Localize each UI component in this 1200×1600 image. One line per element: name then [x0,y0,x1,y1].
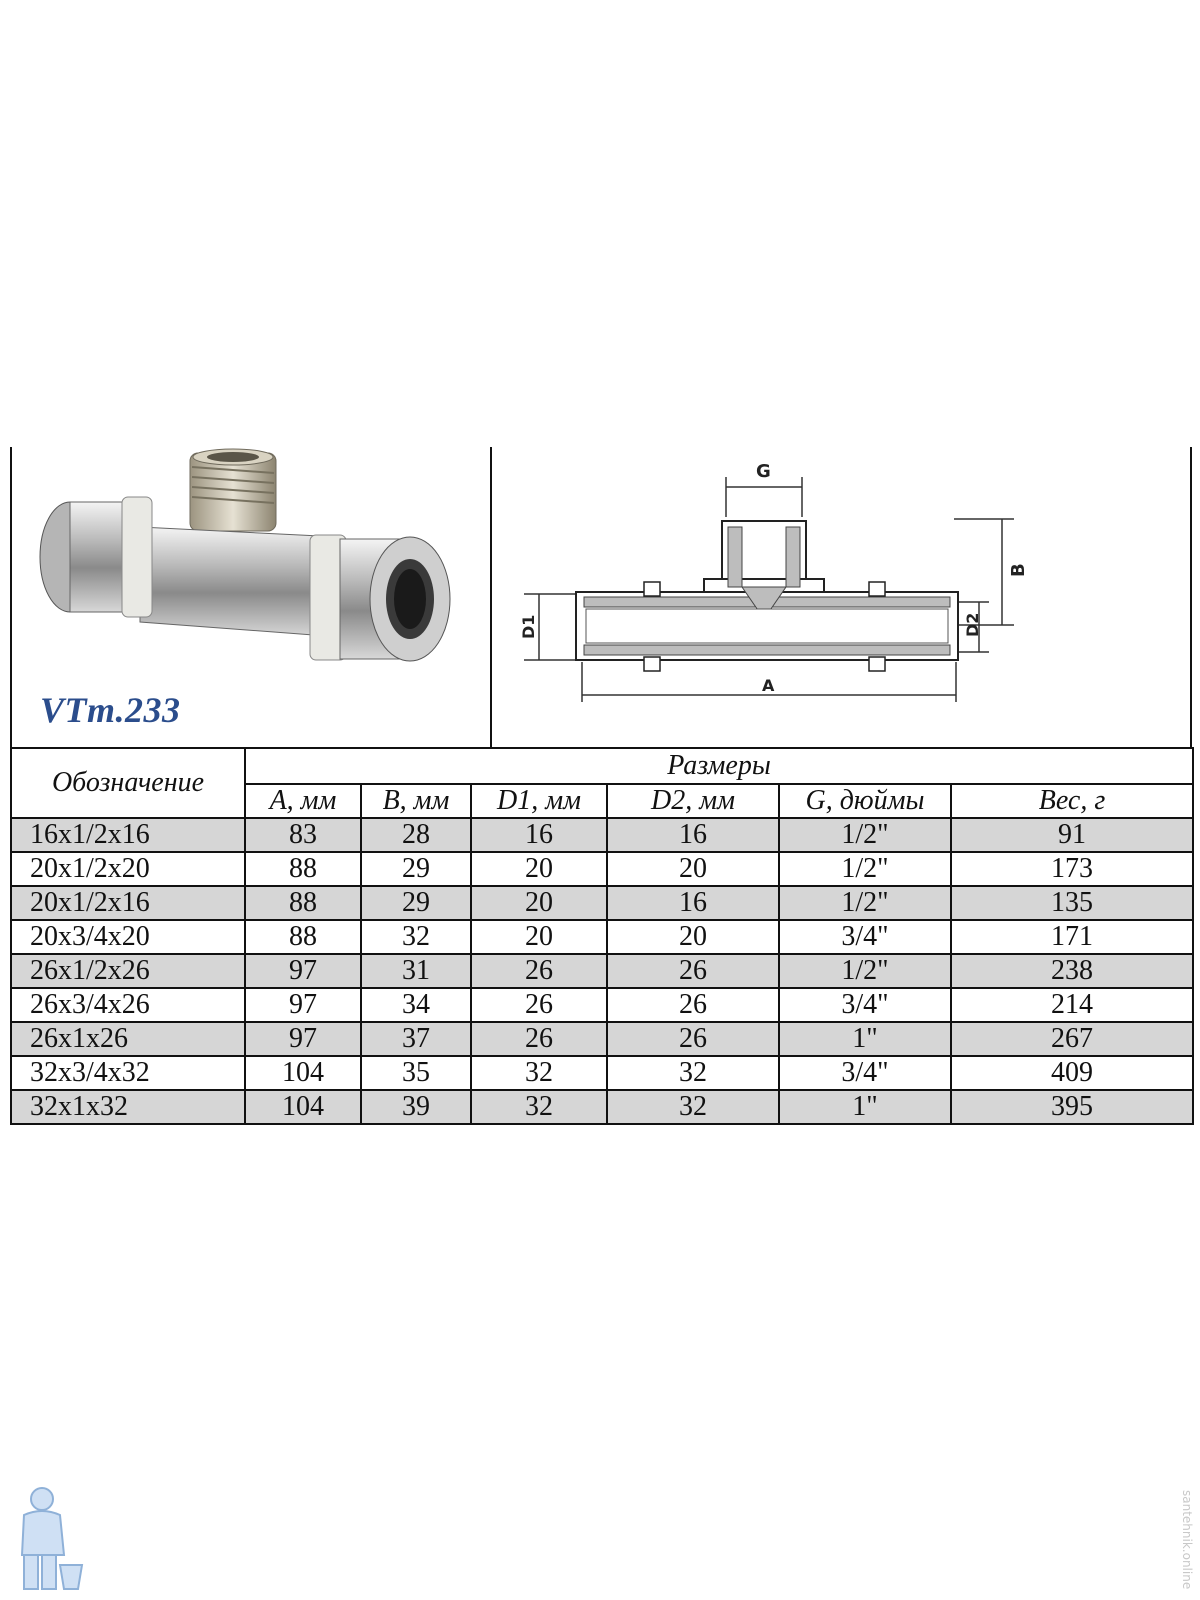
plumber-mascot-icon [8,1485,88,1595]
value-cell: 97 [245,1022,361,1056]
value-cell: 238 [951,954,1193,988]
product-header-panel [10,447,1192,747]
product-photo [10,447,490,747]
designation-cell: 26x1/2x26 [11,954,245,988]
table-row [11,920,1193,954]
value-cell: 39 [361,1090,471,1124]
value-cell: 37 [361,1022,471,1056]
panel-right-border [1190,447,1192,747]
column-header: A, мм [245,784,361,818]
value-cell: 29 [361,886,471,920]
value-cell: 173 [951,852,1193,886]
value-cell: 3/4" [779,1056,951,1090]
value-cell: 26 [607,954,779,988]
spec-table [10,747,1194,1125]
value-cell: 32 [607,1056,779,1090]
panel-divider [490,447,492,747]
dim-label-d1: D1 [519,614,538,639]
value-cell: 88 [245,852,361,886]
technical-drawing [494,447,1186,747]
designation-cell: 20x3/4x20 [11,920,245,954]
designation-cell: 16x1/2x16 [11,818,245,852]
table-row [11,1022,1193,1056]
value-cell: 16 [471,818,607,852]
value-cell: 104 [245,1056,361,1090]
value-cell: 26 [607,1022,779,1056]
column-header: G, дюймы [779,784,951,818]
tee-cross-section-diagram [494,447,1186,747]
value-cell: 97 [245,988,361,1022]
column-header: D1, мм [471,784,607,818]
value-cell: 267 [951,1022,1193,1056]
value-cell: 91 [951,818,1193,852]
table-row [11,1056,1193,1090]
value-cell: 1/2" [779,852,951,886]
value-cell: 395 [951,1090,1193,1124]
dim-label-g: G [756,461,771,482]
value-cell: 16 [607,818,779,852]
value-cell: 3/4" [779,988,951,1022]
column-header: Вес, г [951,784,1193,818]
dim-label-a: A [762,676,775,695]
product-code: VTm.233 [40,690,181,730]
value-cell: 135 [951,886,1193,920]
table-row [11,818,1193,852]
value-cell: 88 [245,886,361,920]
value-cell: 20 [607,920,779,954]
value-cell: 97 [245,954,361,988]
value-cell: 214 [951,988,1193,1022]
value-cell: 1" [779,1022,951,1056]
designation-cell: 20x1/2x20 [11,852,245,886]
table-row [11,988,1193,1022]
value-cell: 26 [471,988,607,1022]
value-cell: 28 [361,818,471,852]
value-cell: 171 [951,920,1193,954]
value-cell: 31 [361,954,471,988]
designation-header: Обозначение [11,748,245,818]
value-cell: 20 [471,920,607,954]
value-cell: 16 [607,886,779,920]
value-cell: 32 [361,920,471,954]
value-cell: 26 [471,1022,607,1056]
dim-label-d2: D2 [963,612,982,637]
value-cell: 83 [245,818,361,852]
table-row [11,886,1193,920]
value-cell: 26 [607,988,779,1022]
dim-label-b: B [1008,563,1029,577]
table-row [11,954,1193,988]
value-cell: 35 [361,1056,471,1090]
value-cell: 32 [471,1090,607,1124]
table-row [11,1090,1193,1124]
table-row [11,852,1193,886]
value-cell: 88 [245,920,361,954]
value-cell: 20 [471,886,607,920]
value-cell: 29 [361,852,471,886]
spec-table-body [11,818,1193,1124]
value-cell: 1/2" [779,886,951,920]
value-cell: 1/2" [779,954,951,988]
designation-cell: 20x1/2x16 [11,886,245,920]
value-cell: 32 [607,1090,779,1124]
value-cell: 20 [607,852,779,886]
value-cell: 32 [471,1056,607,1090]
value-cell: 1/2" [779,818,951,852]
designation-cell: 26x3/4x26 [11,988,245,1022]
value-cell: 34 [361,988,471,1022]
value-cell: 409 [951,1056,1193,1090]
value-cell: 26 [471,954,607,988]
designation-cell: 32x1x32 [11,1090,245,1124]
value-cell: 20 [471,852,607,886]
side-watermark: santehnik.online [1180,1490,1194,1590]
designation-cell: 26x1x26 [11,1022,245,1056]
sizes-header: Размеры [245,748,1193,784]
value-cell: 3/4" [779,920,951,954]
tee-fitting-photo-icon [10,447,490,687]
column-header: D2, мм [607,784,779,818]
column-header: B, мм [361,784,471,818]
value-cell: 104 [245,1090,361,1124]
designation-cell: 32x3/4x32 [11,1056,245,1090]
value-cell: 1" [779,1090,951,1124]
